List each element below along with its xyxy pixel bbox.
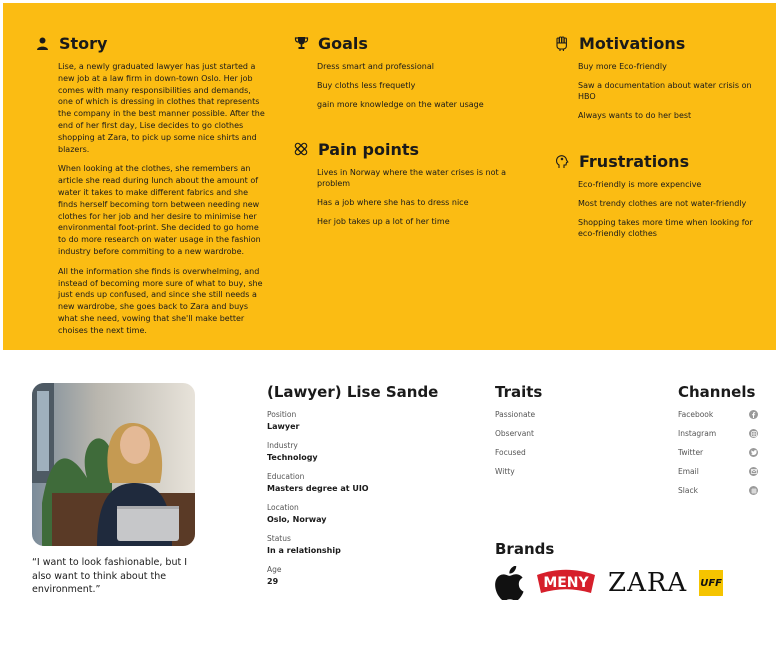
profile-field-industry — [267, 440, 467, 464]
pain-point-item: Lives in Norway where the water crises is not a problem — [317, 168, 507, 188]
field-label: Age — [267, 565, 282, 574]
pain-point-item: Her job takes up a lot of her time — [317, 217, 450, 226]
story-paragraph: All the information she finds is overwhelming, and instead of becoming more sure of what to buy, she just ends up confused, and since she still needs a new wardrobe, she goes back to Zara and buys what she need, vowing that she'll make better choises the next time. — [58, 266, 263, 335]
trait-item: Focused — [495, 448, 526, 457]
story-paragraph: When looking at the clothes, she remembers an article she read during lunch about the amount of water it takes to make different fabrics and she finds herself becoming torn between needing new clothes for her job and her desire to minimise her environmental foot-print. She decided to go home to do more research on water usage in the fashion industry before commiting to a new wardrobe. — [58, 164, 261, 256]
profile-field-position — [267, 409, 467, 433]
persona-name: (Lawyer) Lise Sande — [267, 383, 439, 401]
goal-item: Dress smart and professional — [317, 62, 434, 71]
channel-email — [678, 466, 758, 477]
trait-item: Observant — [495, 429, 534, 438]
instagram-icon — [749, 429, 758, 438]
motivations-title: Motivations — [579, 33, 686, 53]
facebook-icon — [749, 410, 758, 419]
trait-item: Passionate — [495, 410, 536, 419]
field-value: Oslo, Norway — [267, 515, 327, 524]
channel-label: Instagram — [678, 429, 717, 438]
field-label: Status — [267, 534, 291, 543]
field-value: In a relationship — [267, 546, 341, 555]
trait-item: Witty — [495, 467, 515, 476]
uff-logo: UFF — [699, 570, 723, 596]
frustration-item: Eco-friendly is more expencive — [578, 180, 702, 189]
meny-logo-text: MENY — [543, 575, 589, 591]
goals-title: Goals — [318, 33, 368, 53]
motivation-item: Always wants to do her best — [578, 111, 692, 120]
story-title: Story — [59, 33, 108, 53]
persona-quote: “I want to look fashionable, but I also want to think about the environment.” — [32, 557, 188, 595]
channels-section — [678, 383, 758, 504]
field-value: Lawyer — [267, 422, 300, 431]
raised-fist-icon — [553, 34, 571, 52]
brand-logos — [495, 566, 735, 600]
meny-logo — [536, 569, 596, 597]
frustration-item: Shopping takes more time when looking for eco-friendly clothes — [578, 218, 753, 238]
frustration-item: Most trendy clothes are not water-friendly — [578, 199, 747, 208]
profile-section — [267, 383, 467, 595]
profile-field-status — [267, 533, 467, 557]
profile-field-age — [267, 564, 467, 588]
channel-label: Slack — [678, 486, 698, 495]
motivation-item: Buy more Eco-friendly — [578, 62, 667, 71]
motivations-section — [553, 33, 768, 129]
field-label: Position — [267, 410, 297, 419]
apple-logo-icon — [495, 566, 524, 600]
field-value: 29 — [267, 577, 279, 586]
pain-point-item: Has a job where she has to dress nice — [317, 198, 469, 207]
trophy-icon — [292, 34, 310, 52]
bandage-icon — [292, 140, 310, 158]
person-icon — [33, 34, 51, 52]
zara-logo: ZARA — [608, 568, 688, 598]
channel-label: Facebook — [678, 410, 714, 419]
persona-photo — [32, 383, 195, 546]
traits-title: Traits — [495, 383, 543, 401]
channel-label: Twitter — [678, 448, 704, 457]
brands-section — [495, 540, 735, 600]
field-value: Masters degree at UIO — [267, 484, 369, 493]
motivation-item: Saw a documentation about water crisis on HBO — [578, 81, 752, 101]
field-label: Education — [267, 472, 305, 481]
profile-field-education — [267, 471, 467, 495]
channel-facebook — [678, 409, 758, 420]
channel-instagram — [678, 428, 758, 439]
goal-item: Buy cloths less frequetly — [317, 81, 416, 90]
slack-icon — [749, 486, 758, 495]
frustrated-head-icon — [553, 152, 571, 170]
email-icon — [749, 467, 758, 476]
frustrations-section — [553, 151, 768, 247]
brands-title: Brands — [495, 540, 555, 558]
channel-label: Email — [678, 467, 699, 476]
story-paragraph: Lise, a newly graduated lawyer has just started a new job at a law firm in down-town Oslo. Her job comes with many responsibilities and demands, one of which is dressing in clothes that represents the company in the best manner possible. After the end of her first day, Lise decides to go clothes shopping at Zara, to pick up some nice shirts and blazers. — [58, 62, 265, 154]
traits-section — [495, 383, 645, 485]
pain-points-section — [292, 139, 532, 235]
pain-points-title: Pain points — [318, 139, 420, 159]
field-value: Technology — [267, 453, 318, 462]
goal-item: gain more knowledge on the water usage — [317, 100, 484, 109]
field-label: Location — [267, 503, 299, 512]
twitter-icon — [749, 448, 758, 457]
channel-slack — [678, 485, 758, 496]
goals-section — [292, 33, 532, 118]
frustrations-title: Frustrations — [579, 151, 690, 171]
field-label: Industry — [267, 441, 298, 450]
channels-title: Channels — [678, 383, 756, 401]
profile-field-location — [267, 502, 467, 526]
story-section — [33, 33, 268, 345]
channel-twitter — [678, 447, 758, 458]
persona-top-panel — [3, 3, 776, 350]
